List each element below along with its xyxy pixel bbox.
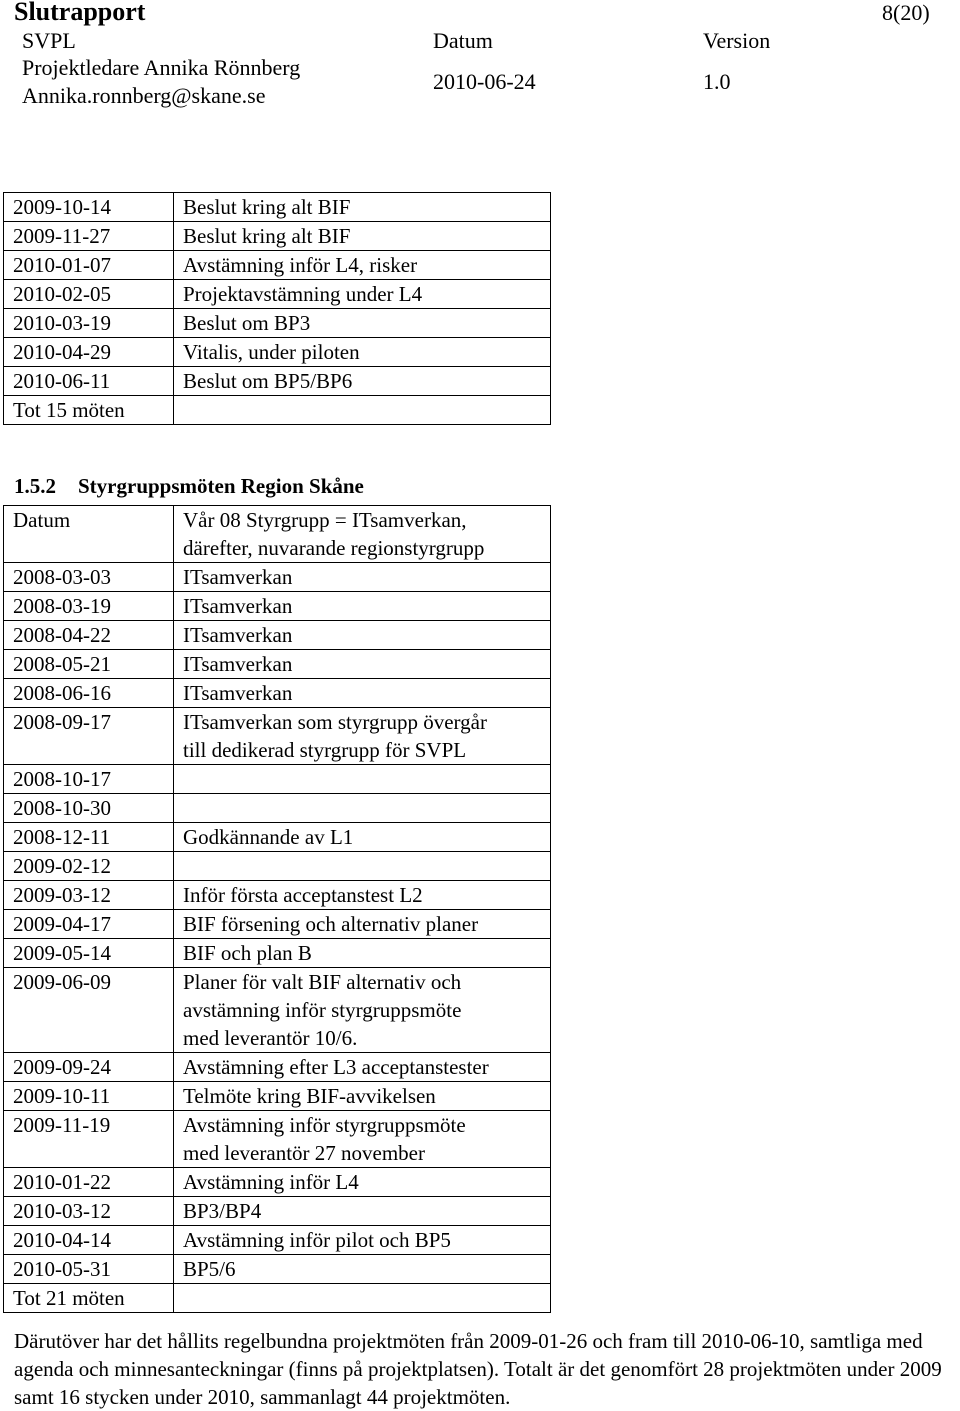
description-line: Avstämning inför L4 [183, 1170, 359, 1194]
version-value: 1.0 [703, 69, 731, 94]
table-header-row [4, 506, 551, 563]
table-row [4, 881, 551, 910]
table-row [4, 1082, 551, 1111]
table-row [4, 367, 551, 396]
date-cell: 2008-04-22 [4, 621, 174, 650]
date-cell: 2009-10-11 [4, 1082, 174, 1111]
date-cell: 2009-02-12 [4, 852, 174, 881]
date-cell: 2008-03-03 [4, 563, 174, 592]
description-cell [174, 939, 551, 968]
table-row [4, 338, 551, 367]
description-cell [174, 1168, 551, 1197]
section-heading [14, 472, 364, 500]
description-line: BIF och plan B [183, 941, 312, 965]
description-cell [174, 338, 551, 367]
description-cell [174, 910, 551, 939]
table-row [4, 1226, 551, 1255]
description-line: Beslut om BP3 [183, 311, 311, 335]
description-cell [174, 506, 551, 563]
table-row [4, 650, 551, 679]
description-line: Telmöte kring BIF-avvikelsen [183, 1084, 436, 1108]
table-row [4, 823, 551, 852]
document-title: Slutrapport [14, 0, 146, 26]
table-row [4, 708, 551, 765]
email-address: Annika.ronnberg@skane.se [22, 83, 266, 108]
date-cell: 2010-03-12 [4, 1197, 174, 1226]
date-cell: 2008-06-16 [4, 679, 174, 708]
table-row [4, 910, 551, 939]
description-line: ITsamverkan [183, 565, 293, 589]
description-cell [174, 1082, 551, 1111]
date-cell: 2008-09-17 [4, 708, 174, 765]
table-row [4, 939, 551, 968]
date-cell: 2009-10-14 [4, 193, 174, 222]
meetings-table-1 [3, 192, 551, 425]
table-row [4, 621, 551, 650]
date-cell: 2010-01-07 [4, 251, 174, 280]
description-line: Projektavstämning under L4 [183, 282, 423, 306]
description-cell [174, 823, 551, 852]
description-line: Planer för valt BIF alternativ och [183, 970, 462, 994]
description-cell [174, 280, 551, 309]
description-line: Avstämning inför pilot och BP5 [183, 1228, 451, 1252]
description-line: Avstämning inför L4, risker [183, 253, 418, 277]
date-cell: 2008-03-19 [4, 592, 174, 621]
date-cell: 2008-12-11 [4, 823, 174, 852]
table-row [4, 222, 551, 251]
table-row [4, 280, 551, 309]
description-cell [174, 794, 551, 823]
description-cell [174, 222, 551, 251]
date-cell: 2008-05-21 [4, 650, 174, 679]
description-cell [174, 881, 551, 910]
date-cell: 2010-05-31 [4, 1255, 174, 1284]
table-row [4, 1053, 551, 1082]
date-cell: 2010-06-11 [4, 367, 174, 396]
description-cell [174, 708, 551, 765]
description-cell [174, 563, 551, 592]
description-line: Beslut kring alt BIF [183, 224, 351, 248]
page-number: 8(20) [882, 0, 930, 25]
table-row [4, 1197, 551, 1226]
description-line: Inför första acceptanstest L2 [183, 883, 423, 907]
description-line: BP5/6 [183, 1257, 236, 1281]
date-cell: Tot 21 möten [4, 1284, 174, 1313]
description-line: BP3/BP4 [183, 1199, 262, 1223]
date-label: Datum [433, 28, 493, 53]
description-line: Beslut om BP5/BP6 [183, 369, 353, 393]
project-name: SVPL [22, 28, 76, 53]
description-line: med leverantör 27 november [183, 1141, 425, 1165]
date-cell: 2009-03-12 [4, 881, 174, 910]
description-line: ITsamverkan [183, 681, 293, 705]
date-cell: 2009-06-09 [4, 968, 174, 1053]
description-line: Avstämning inför styrgruppsmöte [183, 1113, 466, 1137]
table-row [4, 251, 551, 280]
description-line: ITsamverkan [183, 594, 293, 618]
description-line: med leverantör 10/6. [183, 1026, 358, 1050]
steering-group-meetings-table [3, 505, 551, 1313]
table-row [4, 794, 551, 823]
description-cell [174, 1226, 551, 1255]
description-line: BIF försening och alternativ planer [183, 912, 479, 936]
table-row [4, 592, 551, 621]
description-cell [174, 1255, 551, 1284]
description-line: Vår 08 Styrgrupp = ITsamverkan, [183, 508, 467, 532]
description-cell [174, 193, 551, 222]
description-line: till dedikerad styrgrupp för SVPL [183, 738, 467, 762]
section-title: Styrgruppsmöten Region Skåne [78, 474, 364, 498]
date-cell: 2009-04-17 [4, 910, 174, 939]
description-line: därefter, nuvarande regionstyrgrupp [183, 536, 485, 560]
description-line: Godkännande av L1 [183, 825, 354, 849]
project-leader: Projektledare Annika Rönnberg [22, 55, 301, 80]
description-cell [174, 968, 551, 1053]
table-row [4, 1284, 551, 1313]
description-line: ITsamverkan [183, 623, 293, 647]
description-cell [174, 650, 551, 679]
date-cell: 2010-03-19 [4, 309, 174, 338]
description-cell [174, 367, 551, 396]
description-cell [174, 621, 551, 650]
description-line: ITsamverkan [183, 652, 293, 676]
description-line: Beslut kring alt BIF [183, 195, 351, 219]
table-row [4, 1168, 551, 1197]
description-cell [174, 679, 551, 708]
date-cell: 2009-09-24 [4, 1053, 174, 1082]
description-cell [174, 396, 551, 425]
date-cell: 2010-01-22 [4, 1168, 174, 1197]
table-row [4, 396, 551, 425]
date-cell: 2009-05-14 [4, 939, 174, 968]
description-cell [174, 251, 551, 280]
date-cell: 2008-10-17 [4, 765, 174, 794]
date-cell: Datum [4, 506, 174, 563]
section-number: 1.5.2 [14, 474, 56, 498]
date-cell: 2010-04-14 [4, 1226, 174, 1255]
table-row [4, 968, 551, 1053]
closing-paragraph: Därutöver har det hållits regelbundna projektmöten från 2009-01-26 och fram till 2010-06-10, samtliga med agenda och minnesanteckningar (finns på projektplatsen). Totalt är det genomfört 28 projektmöten under 2009 samt 16 stycken under 2010, sammanlagt 44 projektmöten. [14, 1329, 942, 1409]
description-line: Vitalis, under piloten [183, 340, 360, 364]
description-line: ITsamverkan som styrgrupp övergår [183, 710, 487, 734]
description-cell [174, 1284, 551, 1313]
table-row [4, 765, 551, 794]
description-line: avstämning inför styrgruppsmöte [183, 998, 462, 1022]
date-cell: 2009-11-19 [4, 1111, 174, 1168]
description-cell [174, 1197, 551, 1226]
version-label: Version [703, 28, 771, 53]
table-row [4, 1255, 551, 1284]
table-row [4, 852, 551, 881]
table-row [4, 679, 551, 708]
date-cell: Tot 15 möten [4, 396, 174, 425]
date-cell: 2010-02-05 [4, 280, 174, 309]
date-cell: 2010-04-29 [4, 338, 174, 367]
table-row [4, 563, 551, 592]
date-value: 2010-06-24 [433, 69, 536, 94]
description-line: Avstämning efter L3 acceptanstester [183, 1055, 489, 1079]
description-cell [174, 765, 551, 794]
date-cell: 2009-11-27 [4, 222, 174, 251]
description-cell [174, 1111, 551, 1168]
description-cell [174, 1053, 551, 1082]
description-cell [174, 852, 551, 881]
table-row [4, 193, 551, 222]
description-cell [174, 309, 551, 338]
table-row [4, 1111, 551, 1168]
date-cell: 2008-10-30 [4, 794, 174, 823]
table-row [4, 309, 551, 338]
description-cell [174, 592, 551, 621]
